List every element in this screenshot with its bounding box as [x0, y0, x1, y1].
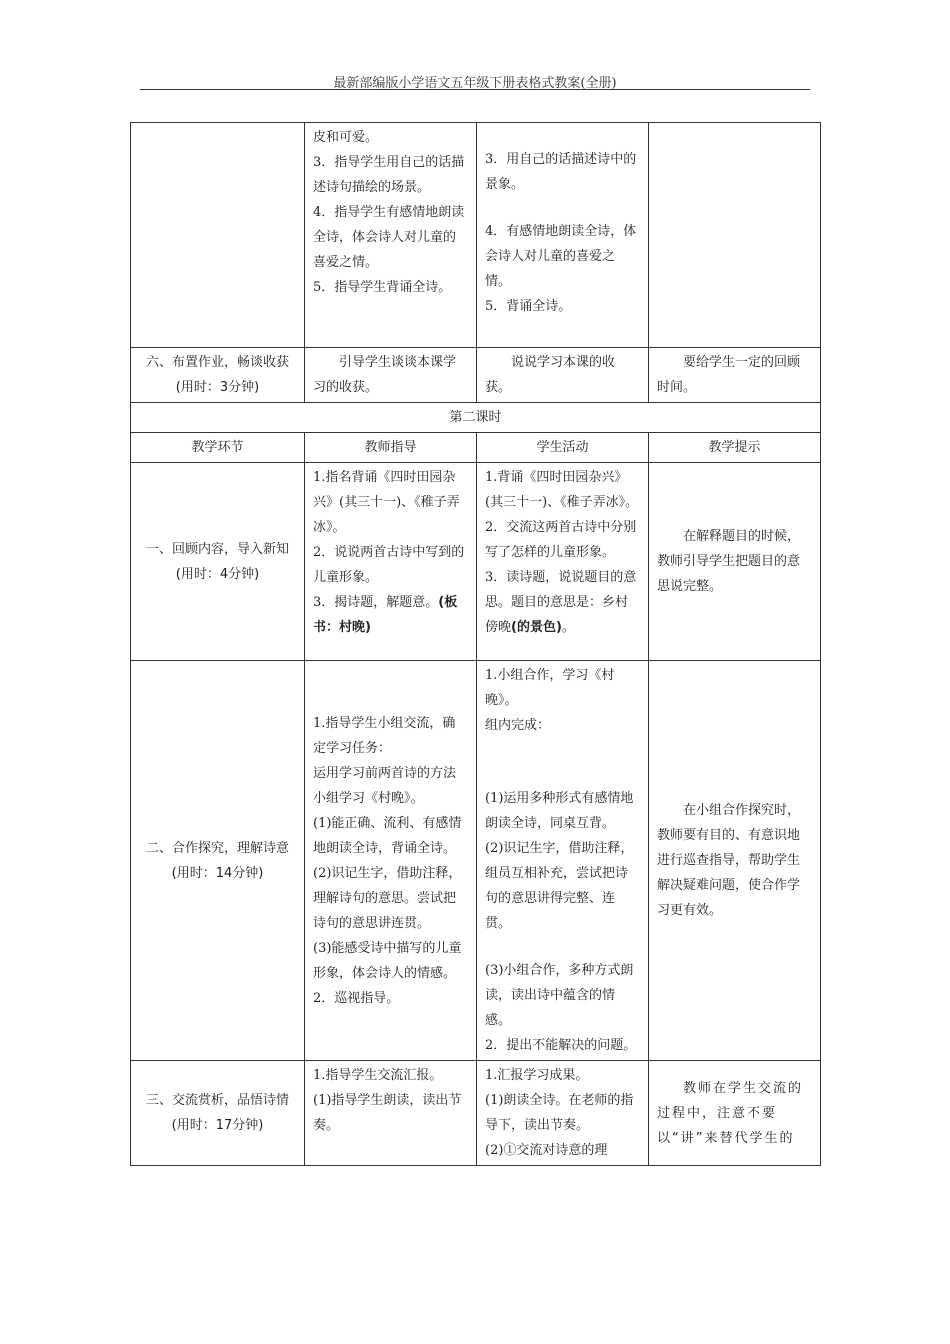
stage-cell	[131, 463, 305, 661]
teacher-cell	[305, 123, 477, 348]
page-header: 最新部编版小学语文五年级下册表格式教案(全册)	[333, 76, 617, 91]
emphasis-text: (的景色)	[511, 620, 562, 635]
text-line: 2．交流这两首古诗中分别写了怎样的儿童形象。	[485, 520, 637, 560]
table-row-section	[131, 403, 821, 433]
lesson-plan-table	[130, 122, 821, 1166]
text-line: (3)小组合作，多种方式朗读，读出诗中蕴含的情感。	[485, 963, 634, 1028]
stage-time: (用时：3分钟)	[175, 380, 260, 395]
table-header-row	[131, 433, 821, 463]
text-line: (2)识记生字，借助注释，理解诗句的意思。尝试把诗句的意思讲连贯。	[313, 865, 462, 931]
table-row-review	[131, 463, 821, 661]
stage-cell	[131, 661, 305, 1061]
section-title: 第二课时	[131, 403, 821, 433]
text-line: 4．指导学生有感情地朗读全诗，体会诗人对儿童的喜爱之情。	[313, 205, 465, 270]
teacher-cell	[305, 1061, 477, 1166]
text-line: 1.小组合作，学习《村晚》。	[485, 668, 615, 708]
text-line: 2．说说两首古诗中写到的儿童形象。	[313, 545, 465, 585]
column-header-stage: 教学环节	[131, 433, 305, 463]
tip-cell: 在解释题目的时候，教师引导学生把题目的意思说完整。	[649, 463, 821, 661]
text-line: (2)①交流对诗意的理	[485, 1143, 608, 1158]
student-cell	[477, 463, 649, 661]
text-line: (2)识记生字，借助注释，组员互相补充，尝试把诗句的意思讲得完整、连贯。	[485, 841, 634, 931]
text-line: (1)朗读全诗。在老师的指导下，读出节奏。	[485, 1093, 634, 1133]
text-line: 组内完成：	[485, 718, 551, 733]
text-line: (1)运用多种形式有感情地朗读全诗，同桌互背。	[485, 791, 634, 831]
text-line: 3．读诗题，说说题目的意思。题目的意思是：乡村傍晚	[485, 570, 637, 635]
spacer	[485, 197, 640, 219]
table-row-homework	[131, 348, 821, 403]
tip-cell: 要给学生一定的回顾时间。	[649, 348, 821, 403]
stage-time: (用时：17分钟)	[171, 1118, 264, 1133]
column-header-student: 学生活动	[477, 433, 649, 463]
tip-cell: 在小组合作探究时，教师要有目的、有意识地进行巡查指导，帮助学生解决疑难问题，使合作学习更有效。	[649, 661, 821, 1061]
stage-time: (用时：4分钟)	[175, 566, 260, 582]
header-rule	[140, 89, 810, 90]
text-line: 2．提出不能解决的问题。	[485, 1038, 637, 1053]
stage-title: 六、布置作业，畅谈收获	[145, 355, 289, 370]
stage-time: (用时：14分钟)	[171, 865, 264, 881]
stage-cell	[131, 123, 305, 348]
text-line: 2．巡视指导。	[313, 990, 400, 1006]
table-row-appreciation	[131, 1061, 821, 1166]
spacer	[485, 738, 640, 786]
stage-cell	[131, 348, 305, 403]
student-cell	[477, 1061, 649, 1166]
text-line: (1)能正确、流利、有感情地朗读全诗，背诵全诗。	[313, 815, 462, 856]
text-line: 3．揭诗题，解题意。	[313, 595, 439, 610]
stage-cell	[131, 1061, 305, 1166]
student-cell	[477, 661, 649, 1061]
column-header-tip: 教学提示	[649, 433, 821, 463]
text-line: 运用学习前两首诗的方法小组学习《村晚》。	[313, 765, 457, 806]
text-line: 1.指名背诵《四时田园杂兴》(其三十一)、《稚子弄冰》。	[313, 470, 460, 535]
teacher-cell: 引导学生谈谈本课学习的收获。	[305, 348, 477, 403]
text-line: 3．指导学生用自己的话描述诗句描绘的场景。	[313, 155, 465, 195]
student-cell: 说说学习本课的收获。	[477, 348, 649, 403]
teacher-cell	[305, 661, 477, 1061]
text-line: 。	[561, 620, 575, 635]
text-line: 4．有感情地朗读全诗，体会诗人对儿童的喜爱之情。	[485, 224, 637, 289]
text-line: (1)指导学生朗读，读出节奏。	[313, 1093, 462, 1133]
column-header-teacher: 教师指导	[305, 433, 477, 463]
text-line: 5．背诵全诗。	[485, 299, 572, 314]
tip-cell: 教师在学生交流的过程中，注意不要以“讲”来替代学生的	[649, 1061, 821, 1166]
stage-title: 三、交流赏析，品悟诗情	[145, 1093, 289, 1108]
blackboard-note: (板书：村晚)	[313, 595, 458, 635]
stage-title: 一、回顾内容，导入新知	[145, 541, 289, 557]
spacer	[485, 936, 640, 958]
table-row-continuation	[131, 123, 821, 348]
text-line: (3)能感受诗中描写的儿童形象，体会诗人的情感。	[313, 940, 462, 981]
table-row-cooperation	[131, 661, 821, 1061]
text-line: 1.指导学生小组交流，确定学习任务：	[313, 715, 456, 756]
text-line: 1.汇报学习成果。	[485, 1068, 589, 1083]
text-line: 5．指导学生背诵全诗。	[313, 280, 452, 295]
teacher-cell	[305, 463, 477, 661]
stage-title: 二、合作探究，理解诗意	[145, 840, 289, 856]
text-line: 3．用自己的话描述诗中的景象。	[485, 152, 637, 192]
text-line: 1.指导学生交流汇报。	[313, 1068, 443, 1083]
text-line: 1.背诵《四时田园杂兴》(其三十一)、《稚子弄冰》。	[485, 470, 639, 510]
tip-cell	[649, 123, 821, 348]
student-cell	[477, 123, 649, 348]
text-line: 皮和可爱。	[313, 130, 379, 145]
spacer	[485, 125, 640, 147]
